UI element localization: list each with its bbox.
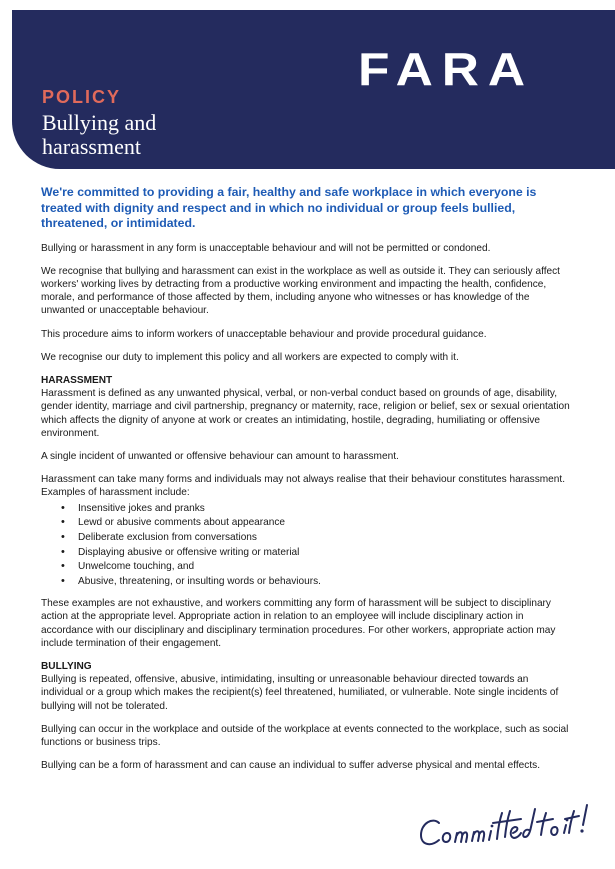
- list-item: • Insensitive jokes and pranks: [78, 502, 571, 515]
- harassment-consequences: These examples are not exhaustive, and workers committing any form of harassment will be subject to disciplinary action at the appropriate level. Appropriate action in relation to an employee will include disciplinary action in accordance with our disciplinary and disciplinary termination procedures. For other workers, appropriate action may include termination of their engagement.: [41, 598, 556, 649]
- page-header: [12, 10, 615, 169]
- intro-statement: We're committed to providing a fair, healthy and safe workplace in which everyone is treated with dignity and respect and in which no individual or group feels bullied, threatened, or intimidated.: [41, 185, 537, 230]
- list-item: • Deliberate exclusion from conversations: [78, 531, 571, 544]
- bullying-section: [41, 660, 571, 772]
- harassment-definition: Harassment is defined as any unwanted physical, verbal, or non-verbal conduct based on grounds of age, disability, gender identity, marriage and civil partnership, pregnancy or maternity, race, religion or belief, sex or sexual orientation which affects the dignity of anyone at work or creates an intimidating, hostile, degrading, humiliating or offensive environment.: [41, 388, 570, 439]
- paragraph-procedure-aim: This procedure aims to inform workers of unacceptable behaviour and provide procedural guidance.: [41, 328, 487, 340]
- bullying-effects: Bullying can be a form of harassment and can cause an individual to suffer adverse physical and mental effects.: [41, 760, 540, 772]
- signature-graphic: [417, 797, 593, 855]
- paragraph-recognise-impact: We recognise that bullying and harassment can exist in the workplace as well as outside it. They can seriously affect workers' working lives by detracting from a productive working environment and impacting the health, confidence, morale, and performance of those affected by them, including anyone who witnesses or has knowledge of the unwanted or unacceptable behaviour.: [41, 265, 560, 317]
- bullying-heading: BULLYING: [41, 661, 92, 673]
- harassment-heading: HARASSMENT: [41, 374, 113, 386]
- paragraph-unacceptable: Bullying or harassment in any form is unacceptable behaviour and will not be permitted or condoned.: [41, 242, 491, 254]
- harassment-forms-intro: Harassment can take many forms and individuals may not always realise that their behaviour constitutes harassment. Examples of harassment include:: [41, 474, 566, 499]
- harassment-single-incident: A single incident of unwanted or offensive behaviour can amount to harassment.: [41, 450, 399, 462]
- harassment-section: [41, 374, 571, 650]
- list-item: • Displaying abusive or offensive writing or material: [78, 546, 571, 559]
- list-item: • Lewd or abusive comments about appearance: [78, 516, 571, 529]
- policy-label: POLICY: [42, 87, 122, 107]
- list-item: • Abusive, threatening, or insulting words or behaviours.: [78, 575, 571, 588]
- policy-body: [41, 185, 571, 783]
- fara-logo: FARA: [358, 43, 535, 95]
- harassment-examples-list: [41, 502, 571, 589]
- paragraph-duty: We recognise our duty to implement this policy and all workers are expected to comply with it.: [41, 351, 459, 363]
- bullying-where: Bullying can occur in the workplace and outside of the workplace at events connected to the workplace, such as social functions or business trips.: [41, 723, 569, 749]
- document-title-line-1: Bullying and: [42, 110, 157, 135]
- document-title: [42, 111, 302, 159]
- document-title-line-2: harassment: [42, 134, 141, 159]
- list-item: • Unwelcome touching, and: [78, 560, 571, 573]
- bullying-definition: Bullying is repeated, offensive, abusive, intimidating, insulting or unreasonable behaviour directed towards an individual or a group which makes the recipient(s) feel threatened, humiliated, or vulnerable. Note single incidents of bullying will not be tolerated.: [41, 674, 559, 712]
- signature-committed-to-it: [417, 797, 593, 860]
